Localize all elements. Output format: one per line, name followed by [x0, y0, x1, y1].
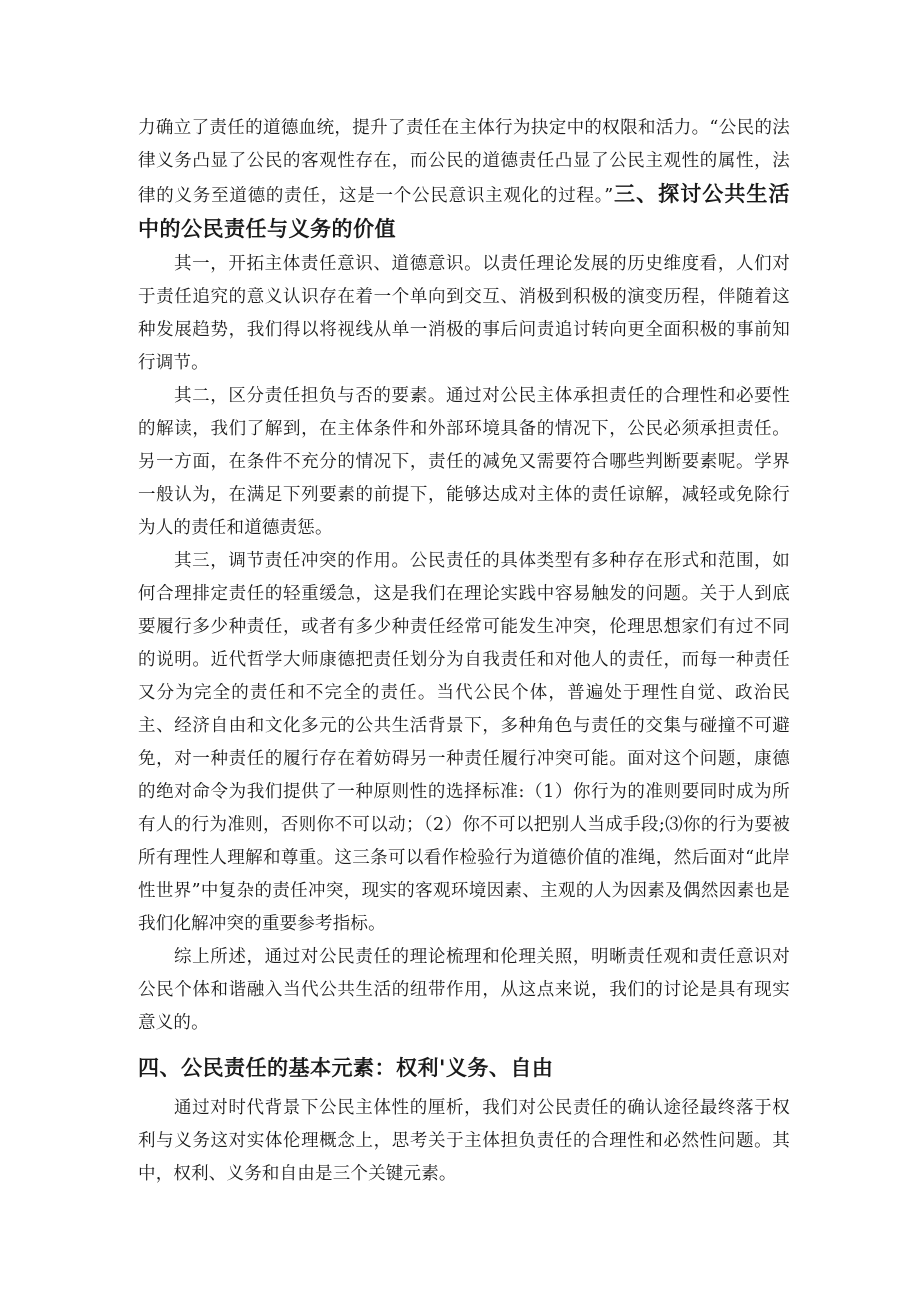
intro-paragraph-text: 力确立了责任的道德血统，提升了责任在主体行为抉定中的权限和活力。“公民的法律义务凸显了公民的客观性存在，而公民的道德责任凸显了公民主观性的属性，法律的义务至道德的责任，这是一个公民意识主观化的过程。” — [138, 118, 790, 206]
paragraph-section-4: 通过对时代背景下公民主体性的厘析，我们对公民责任的确认途径最终落于权利与义务这对实体伦理概念上，思考关于主体担负责任的合理性和必然性问题。其中，权利、义务和自由是三个关键元素。 — [138, 1098, 790, 1184]
paragraph-second: 其二，区分责任担负与否的要素。通过对公民主体承担责任的合理性和必要性的解读，我们了解到，在主体条件和外部环境具备的情况下，公民必须承担责任。另一方面，在条件不充分的情况下，责任的减免又需要符合哪些判断要素呢。学界一般认为，在满足下列要素的前提下，能够达成对主体的责任谅解，减轻或免除行为人的责任和道德责惩。 — [138, 386, 790, 538]
paragraph-third: 其三，调节责任冲突的作用。公民责任的具体类型有多种存在形式和范围，如何合理排定责任的轻重缓急，这是我们在理论实践中容易触发的问题。关于人到底要履行多少种责任，或者有多少种责任经常可能发生冲突，伦理思想家们有过不同的说明。近代哲学大师康德把责任划分为自我责任和对他人的责任，而每一种责任又分为完全的责任和不完全的责任。当代公民个体，普遍处于理性自觉、政治民主、经济自由和文化多元的公共生活背景下，多种角色与责任的交集与碰撞不可避免，对一种责任的履行存在着妨碍另一种责任履行冲突可能。面对这个问题，康德的绝对命令为我们提供了一种原则性的选择标准:（1）你行为的准则要同时成为所有人的行为准则，否则你不可以动；（2）你不可以把别人当成手段;⑶你的行为要被所有理性人理解和尊重。这三条可以看作检验行为道德价值的准绳，然后面对“此岸性世界”中复杂的责任冲突，现实的客观环境因素、主观的人为因素及偶然因素也是我们化解冲突的重要参考指标。 — [138, 551, 790, 934]
paragraph-first: 其一，开拓主体责任意识、道德意识。以责任理论发展的历史维度看，人们对于责任追究的意义认识存在着一个单向到交互、消极到积极的演变历程，伴随着这种发展趋势，我们得以将视线从单一消极的事后问责追讨转向更全面积极的事前知行调节。 — [138, 254, 790, 373]
section-3-heading: 三、探讨公共生活中的公民责任与义务的价值 — [138, 182, 790, 241]
paragraph-summary: 综上所述，通过对公民责任的理论梳理和伦理关照，明晰责任观和责任意识对公民个体和谐融入当代公共生活的纽带作用，从这点来说，我们的讨论是具有现实意义的。 — [138, 947, 790, 1033]
body-text — [138, 112, 790, 1191]
section-4-heading: 四、公民责任的基本元素：权利'义务、自由 — [138, 1056, 554, 1080]
intro-paragraph — [138, 112, 790, 248]
